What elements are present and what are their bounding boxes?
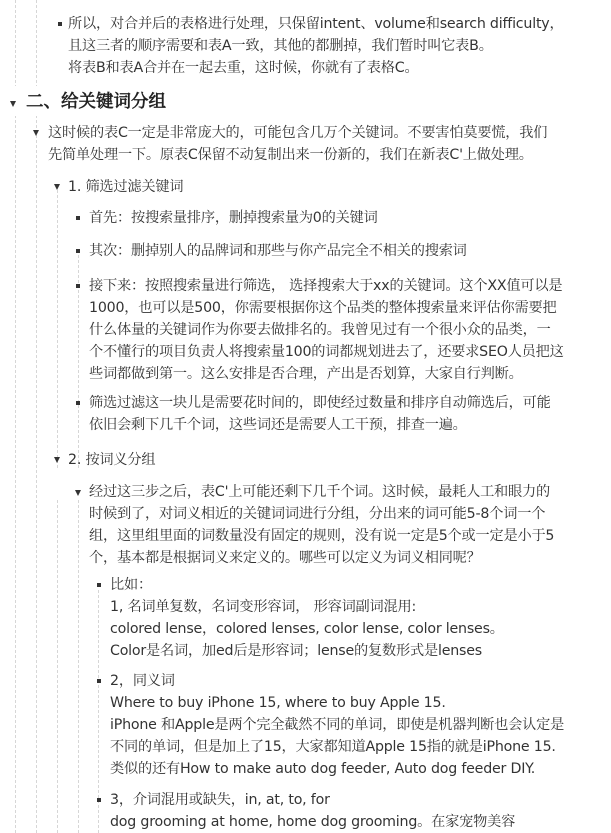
bullet-icon <box>97 583 101 587</box>
collapse-toggle-icon[interactable] <box>75 490 81 496</box>
outline-item-step1-4: 筛选过滤这一块儿是需要花时间的，即使经过数量和排序自动筛选后，可能 依旧会剩下几千个词，这些词还是需要人工干预，排查一遍。 <box>89 395 551 433</box>
collapse-toggle-icon[interactable] <box>54 184 60 190</box>
outline-item-step2-intro: 经过这三步之后，表C'上可能还剩下几千个词。这时候，最耗人工和眼力的 时候到了，对词义相近的关键词词进行分组，分出来的词可能5-8个词一个 组，这里组里面的词数量没有固定的规则，没有说一定是5个或一定是小于5 个，基本都是根据词义来定义的。哪些可以定义为词义相同呢？ <box>89 484 555 566</box>
collapse-toggle-icon[interactable] <box>10 101 16 107</box>
bullet-icon <box>76 284 80 288</box>
indent-guide-5 <box>98 590 99 833</box>
bullet-icon <box>76 249 80 253</box>
collapse-toggle-icon[interactable] <box>33 130 39 136</box>
outline-item-intro: 这时候的表C一定是非常庞大的，可能包含几万个关键词。不要害怕莫要慌，我们 先简单处理一下。原表C保留不动复制出来一份新的，我们在新表C'上做处理。 <box>48 125 548 163</box>
outline-item-example-1: 比如： 1, 名词单复数，名词变形容词， 形容词副词混用: colored lense，colored lenses, color lense, color lenses。 Color是名词，加ed后是形容词；lense的复数形式是lenses <box>110 577 504 659</box>
indent-guide-3 <box>57 190 58 833</box>
bullet-icon <box>76 216 80 220</box>
outline-item-step1-title: 1. 筛选过滤关键词 <box>68 179 184 195</box>
outline-item-merge-table: 所以，对合并后的表格进行处理，只保留intent、volume和search difficulty， 且这三者的顺序需要和表A一致，其他的都删掉，我们暂时叫它表B。 将表B和表A合并在一起去重，这时候，你就有了表格C。 <box>68 16 564 76</box>
bullet-icon <box>76 401 80 405</box>
collapse-toggle-icon[interactable] <box>54 457 60 463</box>
outline-item-example-3: 3，介词混用或缺失，in, at, to, for dog grooming at home, home dog grooming。在家宠物美容 <box>110 792 516 830</box>
outline-item-step1-2: 其次：删掉别人的品牌词和那些与你产品完全不相关的搜索词 <box>89 243 467 259</box>
indent-guide-4 <box>78 250 79 833</box>
indent-guide-2 <box>36 0 37 833</box>
outline-item-example-2: 2，同义词 Where to buy iPhone 15, where to buy Apple 15. iPhone 和Apple是两个完全截然不同的单词，即使是机器判断也会认定是 不同的单词，但是加上了15，大家都知道Apple 15指的就是iPhone 15. 类似的还有How to make auto dog feeder, Auto dog feeder DIY. <box>110 673 565 777</box>
outline-item-step2-title: 2. 按词义分组 <box>68 452 156 468</box>
section-heading: 二、给关键词分组 <box>26 92 166 112</box>
bullet-icon <box>58 22 62 26</box>
outline-item-step1-3: 接下来：按照搜索量进行筛选， 选择搜索大于xx的关键词。这个XX值可以是 1000，也可以是500，你需要根据你这个品类的整体搜索量来评估你需要把 什么体量的关键词作为你要去做排名的。我曾见过有一个很小众的品类，一 个不懂行的项目负责人将搜索量100的词都规划进去了，还要求SEO人员把这 些词都做到第一。这么安排是否合理，产出是否划算，大家自行判断。 <box>89 278 564 382</box>
bullet-icon <box>97 679 101 683</box>
outline-item-step1-1: 首先：按搜索量排序，删掉搜索量为0的关键词 <box>89 210 378 226</box>
bullet-icon <box>97 798 101 802</box>
indent-guide-1 <box>15 0 16 833</box>
